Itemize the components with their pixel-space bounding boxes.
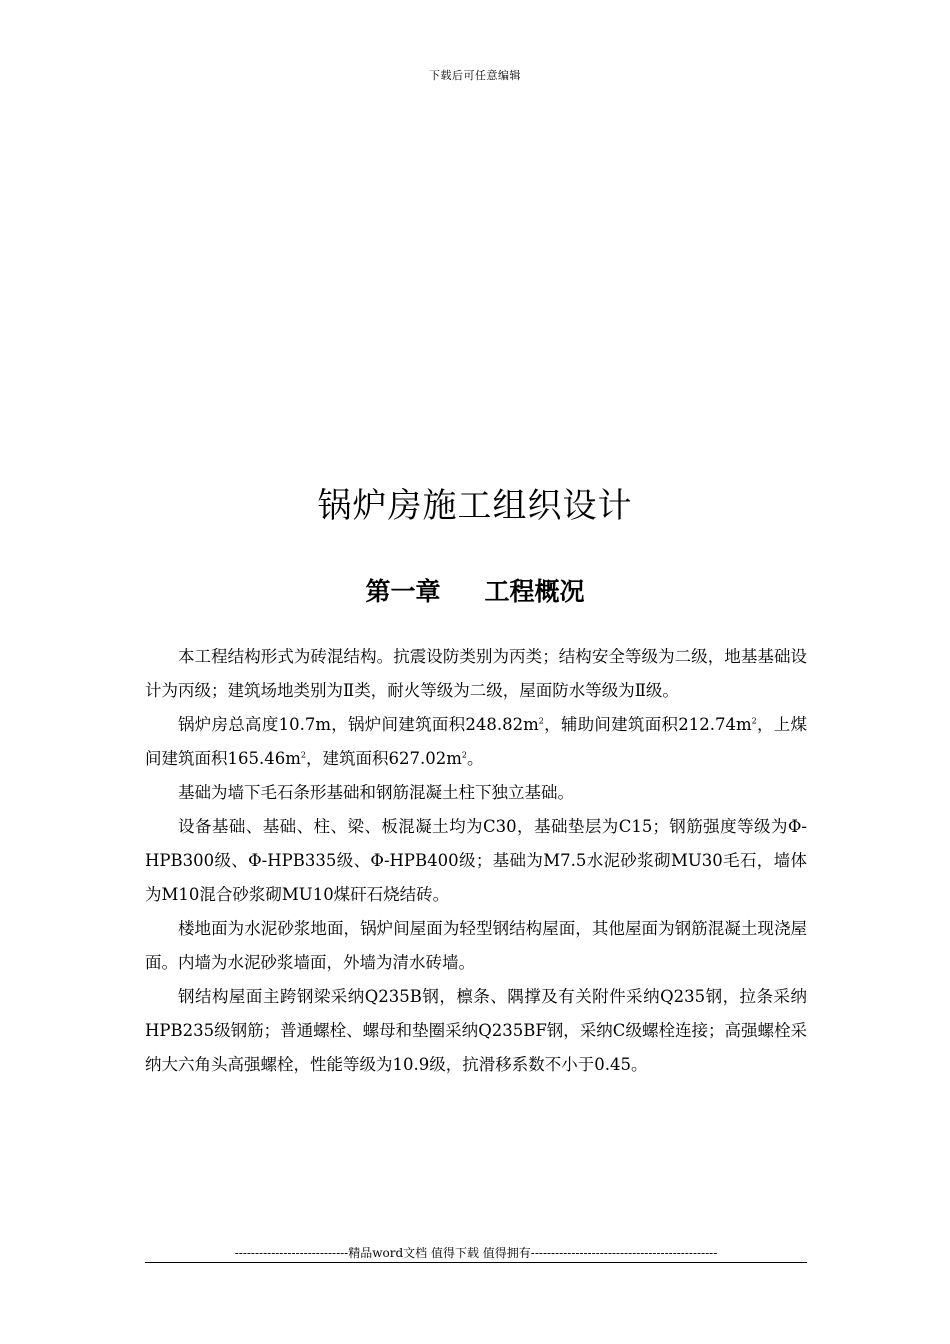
- area-text-segment: ，辅助间建筑面积212.74m: [543, 715, 752, 734]
- footer-divider: [145, 1262, 807, 1263]
- page-footer-note: ----------------------------精品word文档 值得下载 值得拥有----------------------------------------------: [234, 1246, 718, 1260]
- chapter-heading: [0, 572, 950, 608]
- paragraph-building-areas: [145, 708, 807, 776]
- superscript-2: 2: [751, 716, 757, 726]
- superscript-2: 2: [538, 716, 544, 726]
- paragraph-foundation: 基础为墙下毛石条形基础和钢筋混凝土柱下独立基础。: [178, 783, 574, 802]
- paragraph-structure-overview: 本工程结构形式为砖混结构。抗震设防类别为丙类；结构安全等级为二级，地基基础设计为丙级；建筑场地类别为Ⅱ类，耐火等级为二级，屋面防水等级为Ⅱ级。: [145, 647, 807, 700]
- document-body: [145, 640, 807, 1082]
- document-title: 锅炉房施工组织设计: [317, 486, 633, 526]
- superscript-2: 2: [461, 750, 467, 760]
- chapter-number: 第一章: [365, 577, 441, 606]
- area-text-segment: 。: [466, 749, 484, 768]
- superscript-2: 2: [300, 750, 306, 760]
- area-text-segment: 锅炉房总高度10.7m，锅炉间建筑面积248.82m: [178, 715, 539, 734]
- paragraph-floors-roofs-walls: 楼地面为水泥砂浆地面，锅炉间屋面为轻型钢结构屋面，其他屋面为钢筋混凝土现浇屋面。内墙为水泥砂浆墙面，外墙为清水砖墙。: [145, 919, 807, 972]
- paragraph-steel-structure: 钢结构屋面主跨钢梁采纳Q235B钢，檩条、隅撑及有关附件采纳Q235钢，拉条采纳HPB235级钢筋；普通螺栓、螺母和垫圈采纳Q235BF钢，采纳C级螺栓连接；高强螺栓采纳大六角头高强螺栓，性能等级为10.9级，抗滑移系数不小于0.45。: [145, 987, 807, 1074]
- page-header-note: 下载后可任意编辑: [429, 69, 521, 82]
- chapter-name: 工程概况: [484, 577, 585, 606]
- area-text-segment: ，建筑面积627.02m: [305, 749, 462, 768]
- paragraph-materials: 设备基础、基础、柱、梁、板混凝土均为C30，基础垫层为C15；钢筋强度等级为Φ-HPB300级、Φ-HPB335级、Φ-HPB400级；基础为M7.5水泥砂浆砌MU30毛石，墙体为M10混合砂浆砌MU10煤矸石烧结砖。: [145, 817, 807, 904]
- area-text-segment: ，上煤间建筑面积165.46m: [145, 715, 807, 768]
